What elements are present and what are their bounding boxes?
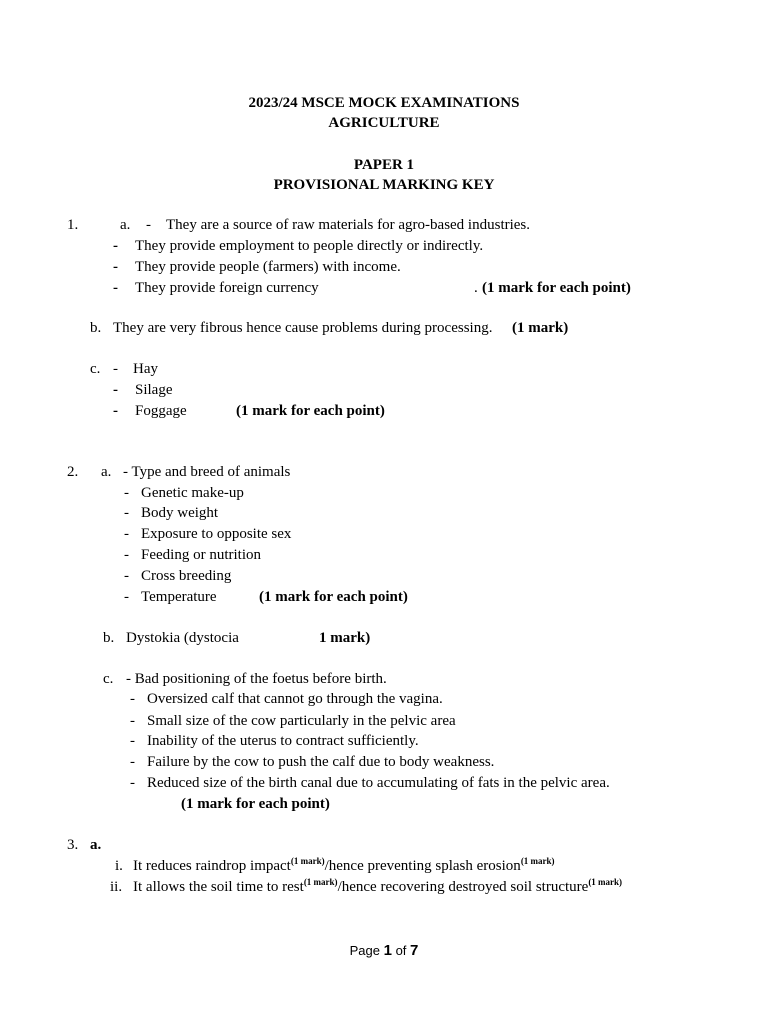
answer-line: It reduces raindrop impact$^{(1 mark)}$/hence preventing splash erosion$^{(1 mark)}$: [133, 856, 555, 874]
page-total: 7: [410, 942, 419, 959]
answer-line: Temperature: [141, 589, 217, 605]
answer-line: Silage: [135, 382, 173, 398]
answer-line: Failure by the cow to push the calf due to body weakness.: [147, 754, 495, 770]
bullet-dash: -: [130, 775, 135, 791]
bullet-dash: -: [124, 547, 129, 563]
answer-line: It allows the soil time to rest$^{(1 mark)}$/hence recovering destroyed soil structure$^{(1 mark)}$: [133, 877, 623, 895]
answer-line: Reduced size of the birth canal due to accumulating of fats in the pelvic area.: [147, 775, 610, 791]
bullet-dash: -: [130, 733, 135, 749]
marking-key-title: PROVISIONAL MARKING KEY: [273, 177, 495, 193]
subquestion-label: a.: [90, 837, 102, 853]
answer-line: Body weight: [141, 505, 219, 521]
question-number: 2.: [67, 464, 79, 480]
question-number: 1.: [67, 217, 79, 233]
answer-line: They are a source of raw materials for agro-based industries.: [166, 217, 531, 233]
bullet-dash: -: [146, 217, 151, 233]
exam-title: 2023/24 MSCE MOCK EXAMINATIONS: [248, 95, 520, 111]
bullet-dash: -: [124, 505, 129, 521]
answer-line: Dystokia (dystocia: [126, 630, 239, 646]
bullet-dash: -: [124, 526, 129, 542]
answer-line: Foggage: [135, 403, 187, 419]
subquestion-label: c.: [90, 361, 101, 377]
bullet-dash: -: [130, 754, 135, 770]
roman-label: ii.: [110, 879, 123, 895]
bullet-dash: -: [113, 361, 118, 377]
mark-note: (1 mark for each point): [482, 280, 631, 296]
answer-line: They provide employment to people directly or indirectly.: [135, 238, 484, 254]
answer-line: They provide foreign currency: [135, 280, 319, 296]
subquestion-label: b.: [103, 630, 115, 646]
answer-line: Exposure to opposite sex: [141, 526, 292, 542]
subquestion-label: b.: [90, 320, 102, 336]
answer-line: Inability of the uterus to contract sufficiently.: [147, 733, 419, 749]
roman-label: i.: [115, 858, 123, 874]
answer-line: Oversized calf that cannot go through the vagina.: [147, 691, 443, 707]
page-footer: Page 1 of 7: [349, 942, 419, 959]
mark-note: 1 mark): [319, 630, 371, 646]
paper-title: PAPER 1: [353, 157, 415, 173]
bullet-dash: -: [124, 568, 129, 584]
mark-note: (1 mark): [512, 320, 569, 336]
bullet-dash: -: [130, 691, 135, 707]
mark-superscript: (1 mark): [303, 877, 338, 887]
answer-line: - Type and breed of animals: [123, 464, 291, 480]
answer-line: They provide people (farmers) with income.: [135, 259, 401, 275]
mark-superscript: (1 mark): [588, 877, 623, 887]
answer-line: They are very fibrous hence cause problems during processing.: [113, 320, 493, 336]
bullet-dash: -: [113, 259, 118, 275]
subject-title: AGRICULTURE: [328, 115, 440, 131]
mark-prefix: .: [474, 280, 478, 296]
mark-superscript: (1 mark): [520, 856, 555, 866]
subquestion-label: c.: [103, 671, 114, 687]
subquestion-label: a.: [101, 464, 112, 480]
answer-line: - Bad positioning of the foetus before birth.: [126, 671, 387, 687]
bullet-dash: -: [113, 280, 118, 296]
bullet-dash: -: [113, 403, 118, 419]
page-number: 1: [383, 942, 392, 959]
mark-note: (1 mark for each point): [236, 403, 385, 419]
answer-line: Genetic make-up: [141, 485, 244, 501]
bullet-dash: -: [113, 238, 118, 254]
subquestion-label: a.: [120, 217, 131, 233]
answer-line: Small size of the cow particularly in the pelvic area: [147, 713, 456, 729]
question-number: 3.: [67, 837, 79, 853]
answer-line: Hay: [133, 361, 158, 377]
bullet-dash: -: [130, 713, 135, 729]
answer-line: Feeding or nutrition: [141, 547, 261, 563]
answer-line: Cross breeding: [141, 568, 232, 584]
bullet-dash: -: [124, 589, 129, 605]
bullet-dash: -: [113, 382, 118, 398]
mark-superscript: (1 mark): [290, 856, 325, 866]
bullet-dash: -: [124, 485, 129, 501]
mark-note: (1 mark for each point): [259, 589, 408, 605]
mark-note: (1 mark for each point): [181, 796, 330, 812]
